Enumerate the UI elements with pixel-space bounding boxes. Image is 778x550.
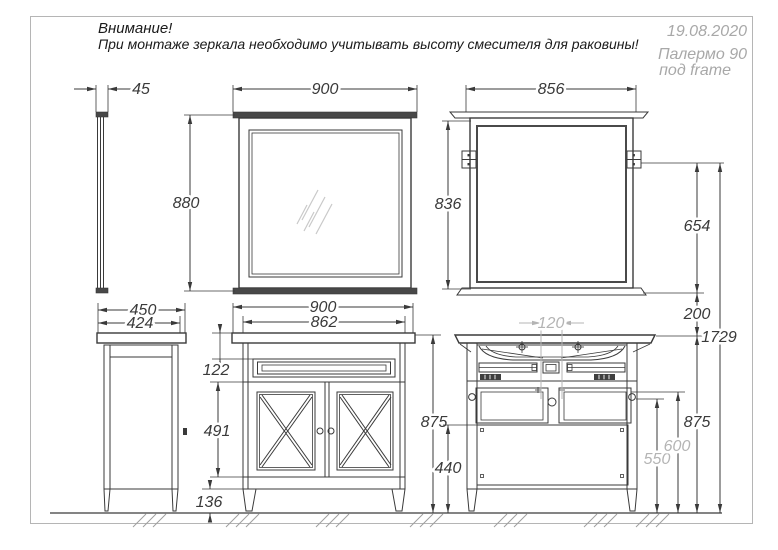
dim-hook-to-mirror-bottom bbox=[641, 163, 724, 293]
model-name: Палермо 90 bbox=[657, 46, 747, 63]
hinge-right bbox=[629, 394, 636, 401]
cabinet-back-view bbox=[455, 335, 655, 511]
dim-mirror-height bbox=[173, 115, 235, 291]
model-variant: под frame bbox=[659, 62, 731, 79]
dim-label: 200 bbox=[683, 306, 711, 323]
dim-mirror-back-height bbox=[435, 121, 471, 289]
title-block bbox=[658, 23, 747, 79]
dim-label: 862 bbox=[310, 314, 338, 331]
drawing-date: 19.08.2020 bbox=[666, 23, 747, 40]
dim-label: 875 bbox=[420, 414, 448, 431]
mirror-bracket-right bbox=[627, 151, 641, 168]
dim-back-height bbox=[684, 336, 711, 513]
back-panel bbox=[477, 425, 628, 485]
door-knob-left bbox=[317, 428, 323, 434]
notice-title: Внимание! bbox=[98, 20, 173, 37]
dim-legs-height bbox=[196, 480, 246, 522]
dim-side-depth-body bbox=[98, 315, 180, 333]
drawer-slides bbox=[467, 362, 637, 381]
floor-line bbox=[50, 513, 722, 527]
dim-label: 450 bbox=[129, 302, 157, 319]
dim-label: 136 bbox=[195, 494, 223, 511]
dim-mirror-thickness bbox=[74, 81, 150, 98]
dim-label: 654 bbox=[683, 218, 711, 235]
dim-mirror-back-width bbox=[466, 81, 636, 112]
dim-label: 550 bbox=[643, 451, 671, 468]
mirror-back-view bbox=[450, 112, 648, 295]
dim-body-width bbox=[243, 314, 405, 333]
dim-back-panel-height bbox=[435, 425, 477, 513]
cabinet-side-view bbox=[97, 333, 187, 511]
notice bbox=[98, 20, 639, 52]
dim-label: 856 bbox=[537, 81, 565, 98]
mirror-bracket-left bbox=[462, 151, 476, 168]
door-back-right bbox=[559, 388, 631, 423]
dim-label: 880 bbox=[172, 195, 200, 212]
dim-label: 836 bbox=[434, 196, 462, 213]
dim-label: 900 bbox=[311, 81, 339, 98]
dim-label: 440 bbox=[434, 460, 462, 477]
notice-body: При монтаже зеркала необходимо учитывать высоту смесителя для раковины! bbox=[98, 36, 639, 52]
dim-door-height bbox=[204, 382, 248, 477]
door-right bbox=[337, 392, 393, 470]
mirror-front-view bbox=[233, 112, 417, 294]
mirror-side-view bbox=[96, 85, 108, 293]
dim-label: 424 bbox=[126, 315, 154, 332]
dim-label: 600 bbox=[663, 438, 691, 455]
dim-front-height bbox=[415, 335, 447, 513]
dim-label: 491 bbox=[203, 423, 231, 440]
dim-label: 900 bbox=[309, 299, 337, 316]
dim-total-height bbox=[701, 163, 737, 513]
center-knob-back bbox=[548, 398, 556, 406]
dim-label: 122 bbox=[202, 362, 230, 379]
dim-label: 120 bbox=[537, 315, 565, 332]
dim-mirror-width bbox=[233, 81, 417, 112]
sink-bowl bbox=[477, 345, 627, 360]
floor-hatch bbox=[133, 514, 669, 527]
hinge-left bbox=[469, 394, 476, 401]
cabinet-front-view bbox=[232, 333, 415, 511]
dim-label: 45 bbox=[132, 81, 150, 98]
dim-label: 1729 bbox=[701, 329, 737, 346]
side-handle bbox=[183, 428, 187, 435]
dim-label: 875 bbox=[683, 414, 711, 431]
door-back-left bbox=[476, 388, 548, 423]
dim-handle-height bbox=[636, 399, 670, 513]
door-left bbox=[257, 392, 315, 470]
